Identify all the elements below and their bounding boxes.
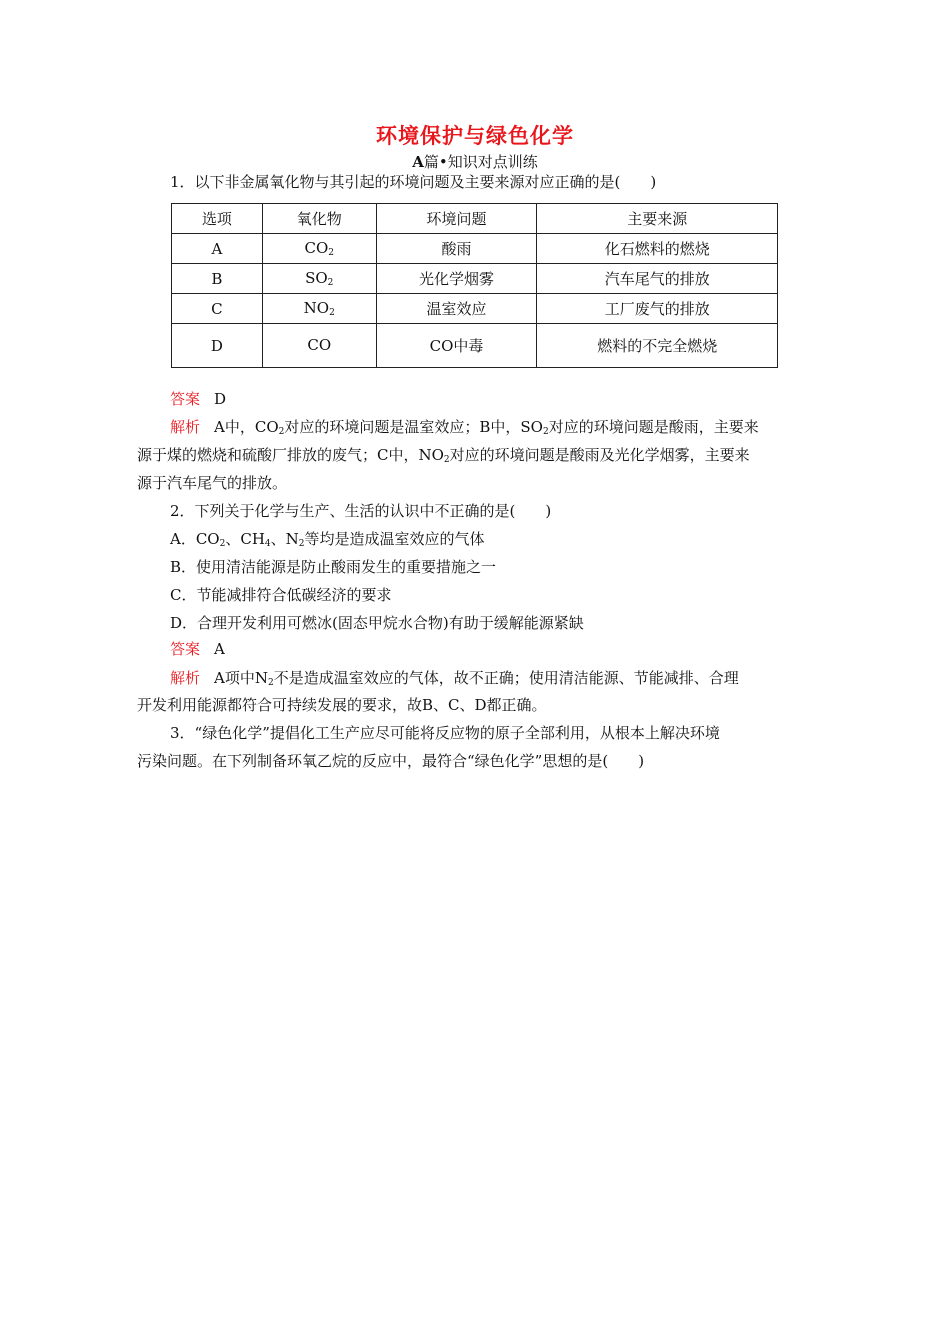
table-cell: 工厂废气的排放 bbox=[537, 294, 778, 324]
table-cell: 光化学烟雾 bbox=[376, 264, 537, 294]
table-cell: 化石燃料的燃烧 bbox=[537, 234, 778, 264]
table-cell: A bbox=[172, 234, 263, 264]
table-cell: $SO_2$ bbox=[262, 264, 376, 294]
answer-label: 答案 bbox=[170, 390, 201, 408]
table-cell: D bbox=[172, 324, 263, 368]
analysis-label: 解析 bbox=[170, 418, 201, 436]
table-cell: CO bbox=[262, 324, 376, 368]
page-title: 环境保护与绿色化学 bbox=[376, 124, 574, 148]
table-cell: 酸雨 bbox=[376, 234, 537, 264]
analysis-label: 解析 bbox=[170, 669, 201, 687]
table-row bbox=[172, 294, 778, 324]
table-cell: B bbox=[172, 264, 263, 294]
q2-option-c: C．节能减排符合低碳经济的要求 bbox=[170, 586, 392, 604]
table-cell: 汽车尾气的排放 bbox=[537, 264, 778, 294]
table-row bbox=[172, 234, 778, 264]
table-row bbox=[172, 264, 778, 294]
table-header: 选项 bbox=[172, 204, 263, 234]
q2-stem: 2．下列关于化学与生产、生活的认识中不正确的是( ) bbox=[170, 502, 552, 520]
table-cell: CO中毒 bbox=[376, 324, 537, 368]
q3-line: 3．“绿色化学”提倡化工生产应尽可能将反应物的原子全部利用，从根本上解决环境 bbox=[170, 724, 720, 742]
q2-answer bbox=[170, 635, 817, 663]
table-cell: $NO_2$ bbox=[262, 294, 376, 324]
table-cell: 温室效应 bbox=[376, 294, 537, 324]
answer-value: D bbox=[214, 390, 227, 408]
table-row bbox=[172, 324, 778, 368]
q2-analysis-line: 解析 A项中$N_2$不是造成温室效应的气体，故不正确；使用清洁能源、节能减排、合理 bbox=[170, 669, 739, 688]
answer-label: 答案 bbox=[170, 640, 201, 658]
q2-option-d: D．合理开发利用可燃冰(固态甲烷水合物)有助于缓解能源紧缺 bbox=[170, 614, 584, 632]
table-cell: $CO_2$ bbox=[262, 234, 376, 264]
q1-analysis-line: 解析 A中，$CO_2$对应的环境问题是温室效应；B中，$SO_2$对应的环境问题是酸雨，主要来 bbox=[170, 418, 759, 437]
q2-analysis-line: 开发利用能源都符合可持续发展的要求，故B、C、D都正确。 bbox=[137, 696, 547, 714]
table-header-row bbox=[172, 204, 778, 234]
q2-option-a: A．$CO_2$、$CH_4$、$N_2$等均是造成温室效应的气体 bbox=[170, 530, 485, 549]
table-header: 环境问题 bbox=[376, 204, 537, 234]
q1-answer bbox=[170, 385, 817, 413]
table-cell: 燃料的不完全燃烧 bbox=[537, 324, 778, 368]
q1-table bbox=[171, 203, 778, 368]
q3-line: 污染问题。在下列制备环氧乙烷的反应中，最符合“绿色化学”思想的是( ) bbox=[137, 752, 645, 770]
table-header: 氧化物 bbox=[262, 204, 376, 234]
table-cell: C bbox=[172, 294, 263, 324]
q2-option-b: B．使用清洁能源是防止酸雨发生的重要措施之一 bbox=[170, 558, 497, 576]
q1-stem: 1．以下非金属氧化物与其引起的环境问题及主要来源对应正确的是( ) bbox=[170, 173, 657, 191]
table-header: 主要来源 bbox=[537, 204, 778, 234]
q1-analysis-line: 源于煤的燃烧和硫酸厂排放的废气；C中，$NO_2$对应的环境问题是酸雨及光化学烟雾，主要来 bbox=[137, 446, 750, 465]
q1-analysis-line: 源于汽车尾气的排放。 bbox=[137, 474, 288, 492]
subtitle-rest: 篇•知识对点训练 bbox=[423, 153, 538, 171]
answer-value: A bbox=[214, 640, 225, 658]
subtitle-bold: A bbox=[412, 153, 424, 171]
